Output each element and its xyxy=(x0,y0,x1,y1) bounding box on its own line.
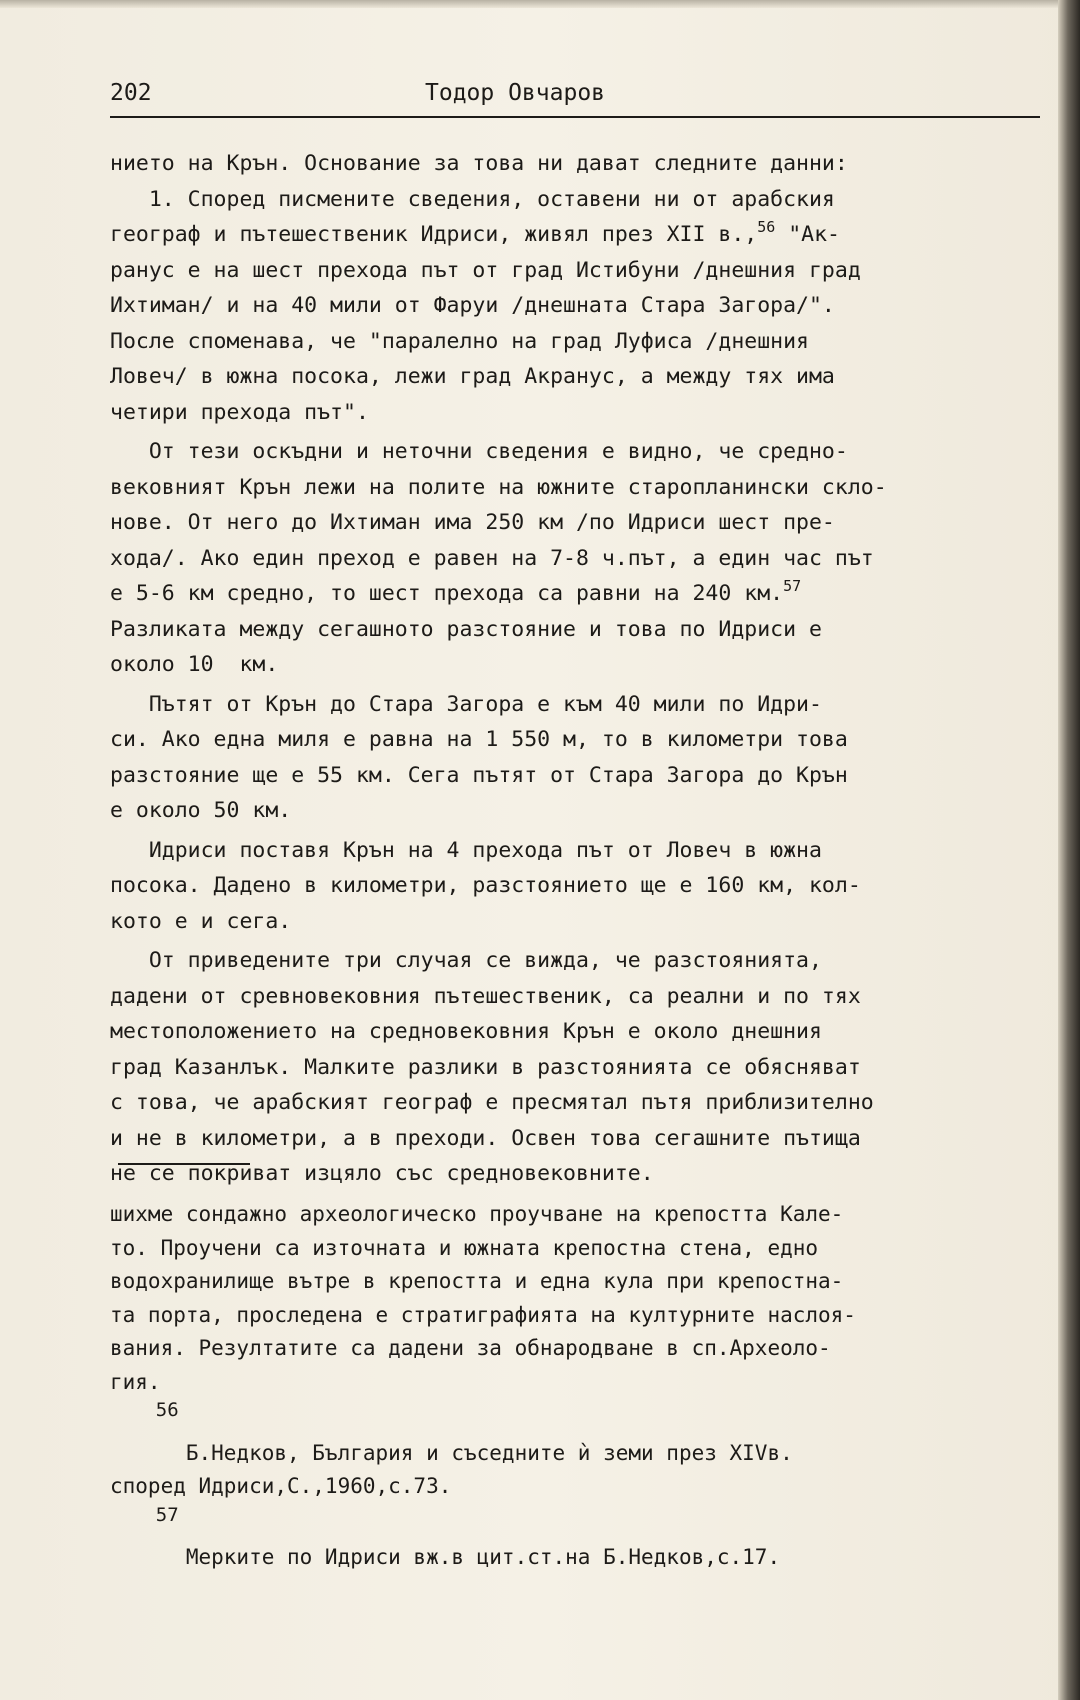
text-line: нието на Крън. Основание за това ни дават следните данни: xyxy=(110,151,848,176)
text-line: нове. От него до Ихтиман има 250 км /по Идриси шест пре- xyxy=(110,510,835,535)
page-header xyxy=(110,80,1040,118)
footnote-separator xyxy=(118,1163,250,1165)
text-line: разстояние ще е 55 км. Сега пътят от Стара Загора до Крън xyxy=(110,762,848,788)
footnote-line: то. Проучени са източната и южната крепостна стена, едно xyxy=(110,1235,819,1260)
paragraph-2 xyxy=(110,182,1045,431)
text-line: ранус е на шест прехода път от град Истибуни /днешния град xyxy=(110,257,861,283)
paragraph-1 xyxy=(110,146,1045,182)
text-line: Ловеч/ в южна посока, лежи град Акранус, а между тях има xyxy=(110,364,835,389)
footnote-mark xyxy=(110,1504,179,1526)
text-line xyxy=(110,217,1045,253)
text-line: вековният Крън лежи на полите на южните старопланински скло- xyxy=(110,474,887,500)
footnote-line: шихме сондажно археологическо проучване на крепостта Кале- xyxy=(110,1202,844,1226)
text-line: кото е и сега. xyxy=(110,908,292,934)
text-line: Идриси поставя Крън на 4 прехода път от Ловеч в южна xyxy=(110,837,822,863)
footnote-line: според Идриси,С.,1960,с.73. xyxy=(110,1474,452,1498)
footnote-mark-number: 56 xyxy=(155,1399,179,1421)
text-line: четири прехода път". xyxy=(110,399,369,425)
footnote-ref-56: 56 xyxy=(757,218,776,236)
text-line: Ихтиман/ и на 40 мили от Фаруи /днешната Стара Загора/". xyxy=(110,293,835,318)
text-line: 1. Според писмените сведения, оставени ни от арабския xyxy=(110,186,835,212)
text-line: От тези оскъдни и неточни сведения е видно, че средно- xyxy=(110,439,848,464)
text-line: не се покриват изцяло със средновековните. xyxy=(110,1161,654,1186)
footnote-line: та порта, проследена е стратиграфията на културните наслоя- xyxy=(110,1302,856,1327)
text-line xyxy=(110,576,1045,612)
text-segment: е 5-6 км средно, то шест прехода са равни на 240 км. xyxy=(110,581,784,606)
paragraph-4 xyxy=(110,687,1045,829)
footnote-line: водохранилище вътре в крепостта и една кула при крепостна- xyxy=(110,1269,844,1293)
text-line: с това, че арабският географ е пресмятал пътя приблизително xyxy=(110,1090,874,1115)
text-line: град Казанлък. Малките разлики в разстоянията се обясняват xyxy=(110,1054,861,1080)
footnote-line: Б.Недков, България и съседните ѝ земи през XIVв. xyxy=(110,1440,793,1465)
text-line: посока. Дадено в километри, разстоянието ще е 160 км, кол- xyxy=(110,873,861,898)
page-top-edge xyxy=(0,0,1080,8)
main-text xyxy=(110,146,1045,1192)
footnote-mark-number: 57 xyxy=(155,1503,179,1526)
text-line: Пътят от Крън до Стара Загора е към 40 мили по Идри- xyxy=(110,691,822,717)
text-line: местоположението на средновековния Крън е около днешния xyxy=(110,1019,822,1044)
text-line: около 10 км. xyxy=(110,652,279,677)
text-line: От приведените три случая се вижда, че разстоянията, xyxy=(110,948,822,973)
footnote-continued xyxy=(110,1198,1045,1399)
paragraph-3 xyxy=(110,434,1045,683)
text-segment: географ и пътешественик Идриси, живял през XII в., xyxy=(110,222,758,247)
footnote-mark-line xyxy=(110,1399,1045,1437)
text-line: хода/. Ако един преход е равен на 7-8 ч.път, а един час път xyxy=(110,545,874,571)
footnote-line: гия. xyxy=(110,1369,161,1394)
running-head: Тодор Овчаров xyxy=(425,80,606,106)
page-number: 202 xyxy=(110,80,152,106)
footnotes xyxy=(110,1198,1045,1575)
footnote-line: Мерките по Идриси вж.в цит.ст.на Б.Недков,с.17. xyxy=(110,1545,781,1569)
text-line: е около 50 км. xyxy=(110,798,292,823)
book-binding-edge xyxy=(1058,0,1080,1700)
text-line: си. Ако една миля е равна на 1 550 м, то в километри това xyxy=(110,727,848,752)
text-line: Разликата между сегашното разстояние и това по Идриси е xyxy=(110,616,822,642)
text-line: После споменава, че "паралелно на град Луфиса /днешния xyxy=(110,328,809,354)
paragraph-6 xyxy=(110,943,1045,1192)
footnote-57 xyxy=(110,1503,1045,1575)
text-segment: "Ак- xyxy=(775,222,841,247)
text-line: дадени от сревновековния пътешественик, са реални и по тях xyxy=(110,983,861,1009)
text-line: и не в километри, а в преходи. Освен това сегашните пътища xyxy=(110,1125,861,1151)
footnote-ref-57: 57 xyxy=(783,577,802,595)
paragraph-5 xyxy=(110,833,1045,940)
footnote-mark xyxy=(110,1399,179,1421)
footnote-mark-line xyxy=(110,1503,1045,1542)
footnote-line: вания. Резултатите са дадени за обнародване в сп.Археоло- xyxy=(110,1336,831,1360)
footnote-56 xyxy=(110,1399,1045,1504)
